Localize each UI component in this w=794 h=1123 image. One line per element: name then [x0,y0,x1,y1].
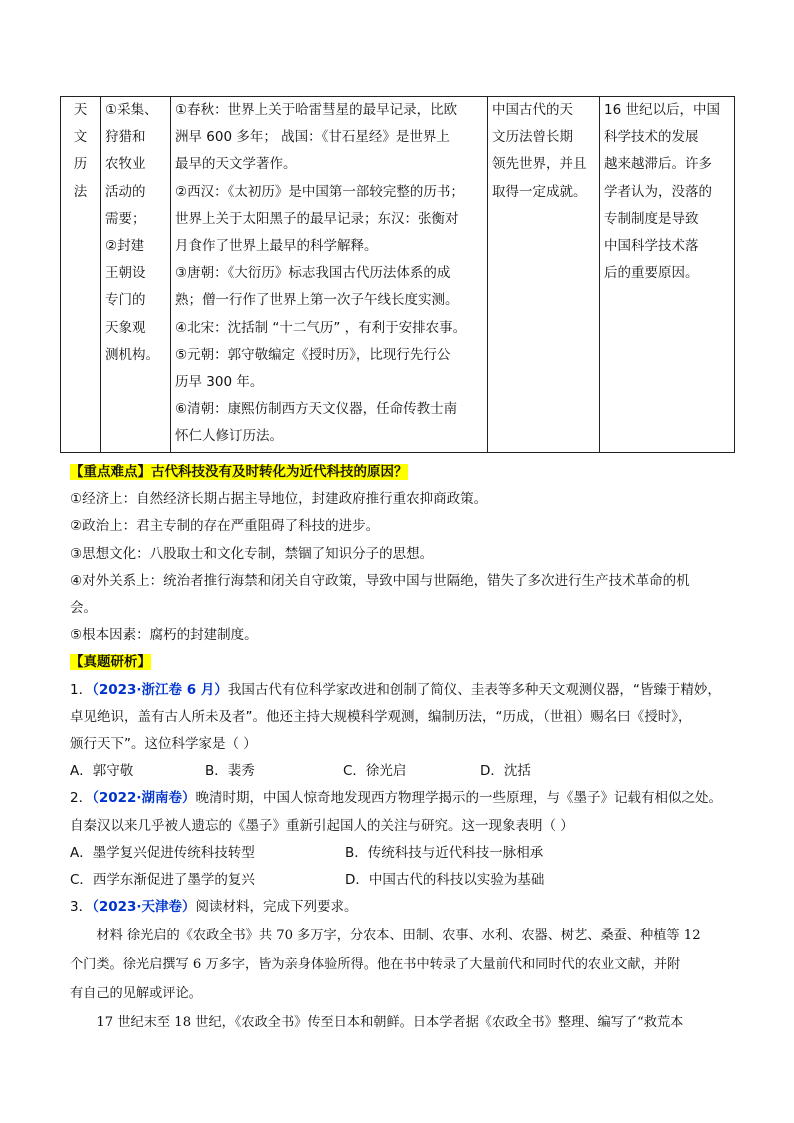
decline-line: 后的重要原因。 [604,265,699,282]
category-char: 文 [73,129,88,146]
option-b: B．裴秀 [205,763,255,780]
background-line: 测机构。 [105,346,159,363]
material-line: 材料 徐光启的《农政全书》共 70 多万字，分农本、田制、农事、水利、农器、树艺、桑蚕、种植等 12 [96,928,701,944]
achievement-line: 怀仁人修订历法。 [175,428,283,445]
background-line: 需要； [105,210,146,227]
key-point-item: 会。 [70,600,97,617]
key-point-item: ④对外关系上：统治者推行海禁和闭关自守政策，导致中国与世隔绝，错失了多次进行生产技术革命的机 [70,572,690,589]
achievement-line: ③唐朝：《大衍历》标志我国古代历法体系的成 [175,265,451,282]
option-d: D．中国古代的科技以实验为基础 [345,872,545,889]
question-source: （2022·湖南卷） [92,790,196,807]
question-text: 颁行天下”。这位科学家是（ ） [70,736,257,753]
question-1 [70,677,730,704]
category-char: 法 [73,183,88,200]
question-text: 晚清时期，中国人惊奇地发现西方物理学揭示的一些原理，与《墨子》记载有相似之处。 [195,790,723,807]
achievement-line: 最早的天文学著作。 [175,156,297,173]
material-line: 17 世纪末至 18 世纪，《农政全书》传至日本和朝鲜。日本学者据《农政全书》整理、编写了“救荒本 [96,1015,684,1031]
material-line: 有自己的见解或评论。 [70,986,202,1002]
achievements-cell [171,97,488,453]
question-number: 2． [70,790,93,807]
question-text: 阅读材料，完成下列要求。 [195,899,358,916]
key-point-item: ①经济上：自然经济长期占据主导地位，封建政府推行重农抑商政策。 [70,491,488,508]
decline-line: 科学技术的发展 [604,129,699,146]
decline-line: 中国科学技术落 [604,238,699,255]
achievement-line: 熟；僧一行作了世界上第一次子午线长度实测。 [175,292,459,309]
option-d: D．沈括 [480,763,531,780]
decline-cell [600,97,735,453]
key-point-section [70,459,730,486]
achievement-line: ④北宋：沈括制 “十二气历” ，有利于安排农事。 [175,319,467,336]
decline-line: 专制制度是导致 [604,210,699,227]
question-source: （2023·天津卷） [92,899,196,916]
key-point-item: ③思想文化：八股取士和文化专制，禁锢了知识分子的思想。 [70,545,434,562]
decline-line: 越来越滞后。许多 [604,156,712,173]
background-line: 天象观 [105,319,146,336]
decline-line: 16 世纪以后，中国 [604,102,720,118]
question-number: 1． [70,681,93,698]
question-text: 卓见绝识，盖有古人所未及者”。他还主持大规模科学观测，编制历法，“历成，（世祖）赐名曰《授时》， [70,708,692,725]
option-a: A．郭守敬 [70,763,134,780]
achievement-line: 世界上关于太阳黑子的最早记录；东汉：张衡对 [175,210,459,227]
question-1-options [70,758,730,785]
science-history-table [60,96,735,453]
document-body [70,459,730,1037]
exam-heading: 【真题研析】 [70,654,151,671]
option-c: C．西学东渐促进了墨学的复兴 [70,872,255,889]
background-cell [101,97,171,453]
question-source: （2023·浙江卷 6 月） [92,681,228,698]
option-b: B．传统科技与近代科技一脉相承 [345,844,544,861]
achievement-line: 洲早 600 多年； 战国：《甘石星经》是世界上 [175,129,450,146]
key-point-item: ⑤根本因素：腐朽的封建制度。 [70,627,258,644]
features-line: 中国古代的天 [492,102,573,118]
category-char: 历 [73,156,88,173]
background-line: 农牧业 [105,156,146,173]
background-line: ②封建 [105,238,145,255]
question-text: 我国古代有位科学家改进和创制了简仪、圭表等多种天文观测仪器，“皆臻于精妙， [227,681,721,698]
background-line: 专门的 [105,292,146,309]
category-cell [61,97,101,453]
background-line: ①采集、 [105,102,158,118]
background-line: 王朝设 [105,265,146,282]
question-2-options [70,867,730,894]
question-number: 3． [70,899,93,916]
option-c: C．徐光启 [343,763,407,780]
features-line: 文历法曾长期 [492,129,573,146]
exam-section [70,649,730,676]
question-2 [70,785,730,812]
achievement-line: 历早 300 年。 [175,374,264,391]
key-point-item: ②政治上：君主专制的存在严重阻碍了科技的进步。 [70,518,380,535]
material-passage [70,921,730,1037]
achievement-line: ②西汉：《太初历》是中国第一部较完整的历书； [175,183,464,200]
features-cell [488,97,600,453]
question-text: 自秦汉以来几乎被人遗忘的《墨子》重新引起国人的关注与研究。这一现象表明（ ） [70,817,574,834]
category-char: 天 [73,102,88,118]
background-line: 活动的 [105,183,146,200]
features-line: 取得一定成就。 [492,183,587,200]
achievement-line: 月食作了世界上最早的科学解释。 [175,238,378,255]
question-2-options [70,840,730,867]
table-row-astronomy [61,97,735,453]
question-3 [70,894,730,921]
achievement-line: ⑥清朝：康熙仿制西方天文仪器，任命传教士南 [175,401,458,418]
achievement-line: ⑤元朝：郭守敬编定《授时历》，比现行先行公 [175,346,451,363]
achievement-line: ①春秋：世界上关于哈雷彗星的最早记录，比欧 [175,102,458,118]
background-line: 狩猎和 [105,129,146,146]
features-line: 领先世界，并且 [492,156,587,173]
key-point-heading: 【重点难点】古代科技没有及时转化为近代科技的原因？ [70,464,408,480]
material-line: 个门类。徐光启撰写 6 万多字，皆为亲身体验所得。他在书中转录了大量前代和同时代的农业文献，并附 [70,957,681,973]
option-a: A．墨学复兴促进传统科技转型 [70,844,255,861]
decline-line: 学者认为，没落的 [604,183,712,200]
